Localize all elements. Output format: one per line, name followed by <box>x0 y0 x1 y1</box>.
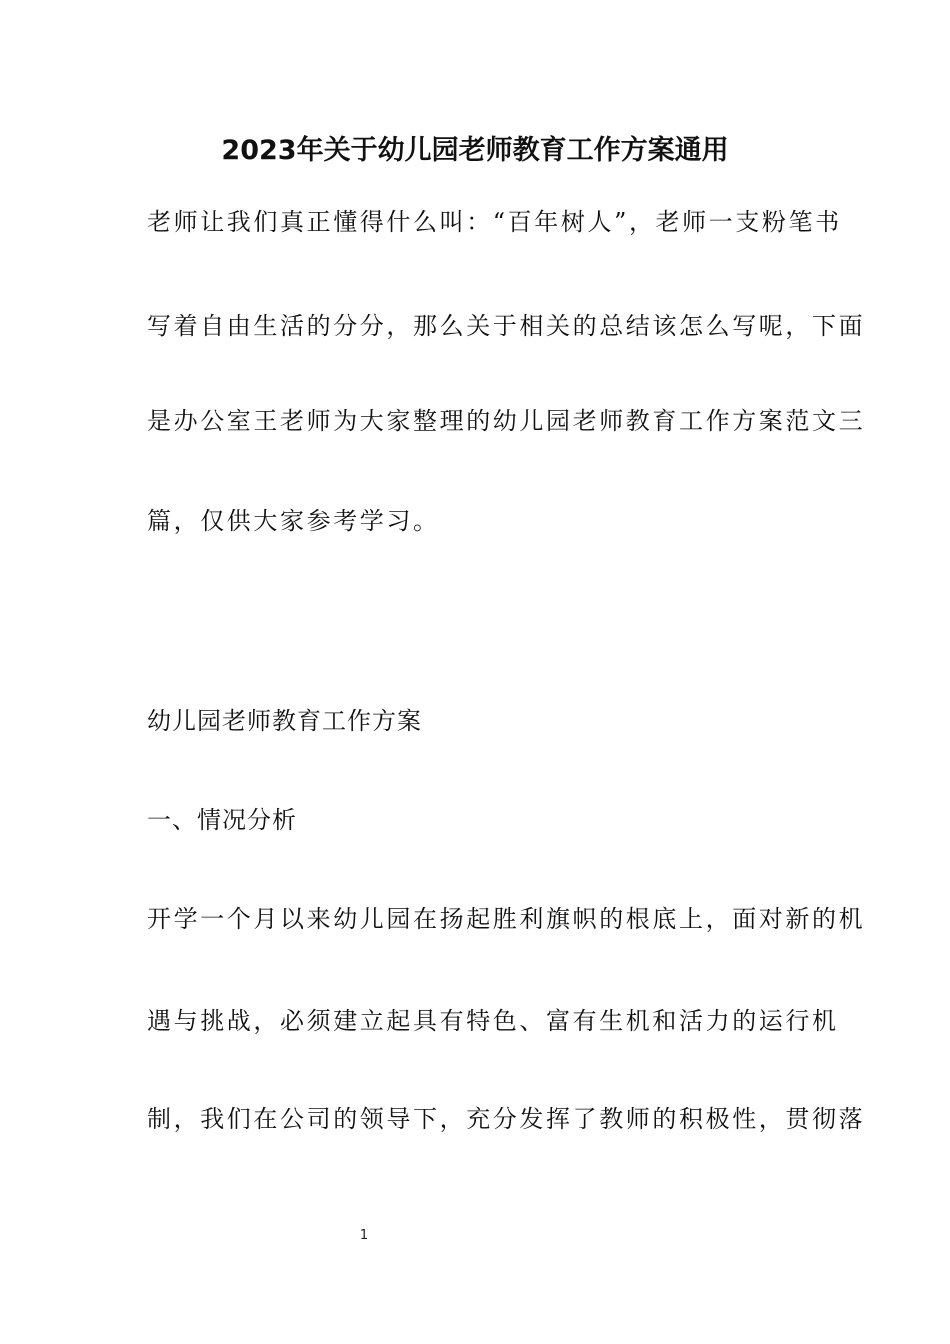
body-line-1: 开学一个月以来幼儿园在扬起胜利旗帜的根底上，面对新的机 <box>147 905 866 933</box>
body-line-3: 制，我们在公司的领导下，充分发挥了教师的积极性，贯彻落 <box>147 1105 866 1133</box>
page-number: 1 <box>359 1228 369 1243</box>
intro-line-1: 老师让我们真正懂得什么叫：“百年树人”，老师一支粉笔书 <box>147 208 842 236</box>
document-title: 2023年关于幼儿园老师教育工作方案通用 <box>221 135 729 166</box>
subsection-title: 一、情况分析 <box>147 806 297 834</box>
section-title: 幼儿园老师教育工作方案 <box>147 707 422 735</box>
body-line-2: 遇与挑战，必须建立起具有特色、富有生机和活力的运行机 <box>147 1007 839 1035</box>
intro-line-3: 是办公室王老师为大家整理的幼儿园老师教育工作方案范文三 <box>147 407 866 435</box>
intro-line-4: 篇，仅供大家参考学习。 <box>147 507 440 535</box>
intro-line-2: 写着自由生活的分分，那么关于相关的总结该怎么写呢，下面 <box>147 312 866 340</box>
